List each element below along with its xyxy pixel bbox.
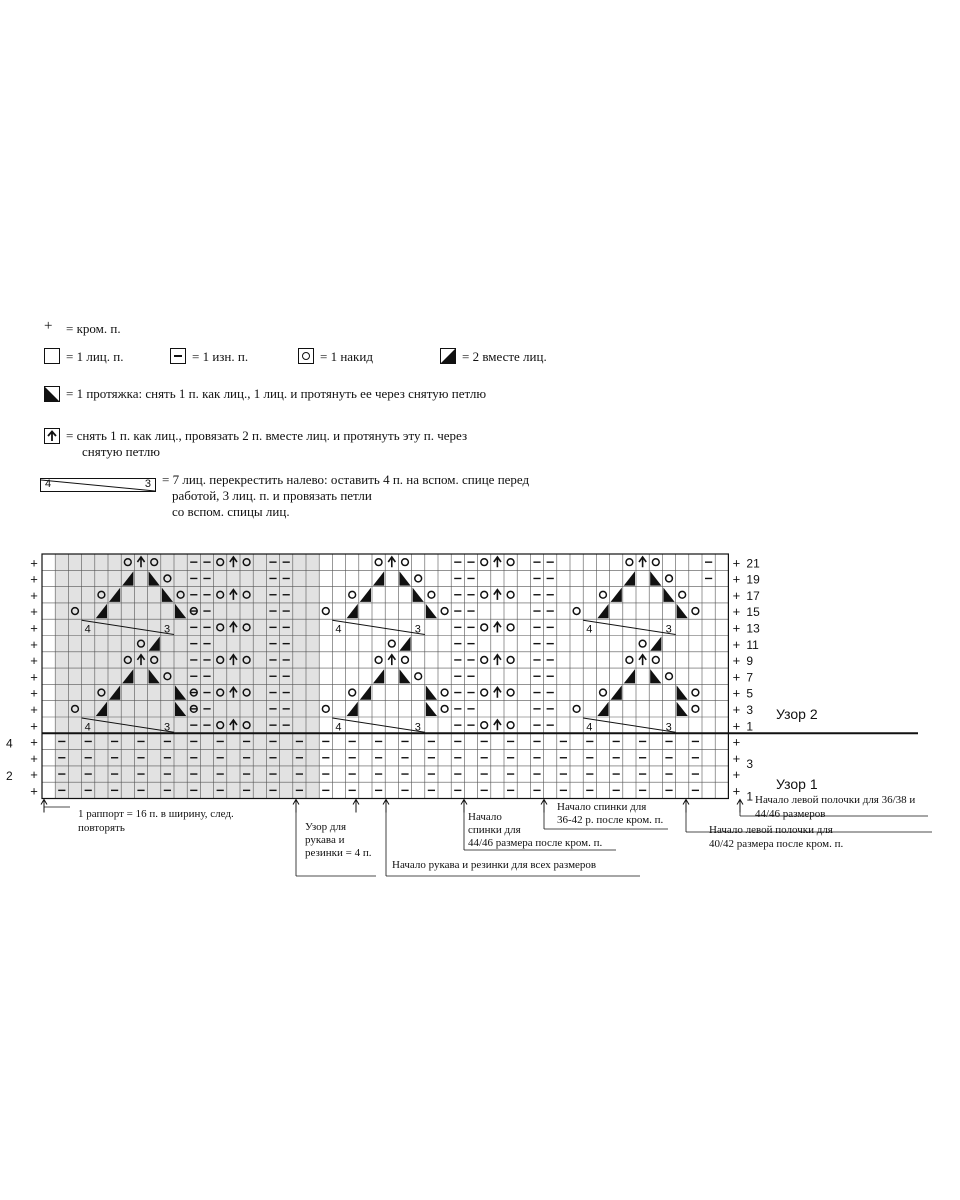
yarn-over-mark — [692, 689, 699, 696]
yarn-over-mark — [441, 705, 448, 712]
edge-stitch-left: + — [30, 702, 38, 717]
yarn-over-mark — [507, 657, 514, 664]
edge-stitch-right: + — [732, 669, 741, 685]
edge-stitch-right: + — [732, 685, 741, 701]
legend-k2tog-text: = 2 вместе лиц. — [462, 349, 547, 364]
cdd-mark — [494, 655, 501, 665]
row-number-bottom: 3 — [746, 756, 754, 771]
edge-stitch-left: + — [30, 653, 38, 669]
legend-ssk-text: = 1 протяжка: снять 1 п. как лиц., 1 лиц. и протянуть ее через снятую петлю — [66, 386, 487, 401]
edge-stitch-right: + — [732, 734, 741, 750]
pointer-arrow — [353, 800, 359, 813]
edge-stitch-left: + — [30, 555, 38, 571]
legend-yo-text: = 1 накид — [320, 349, 373, 364]
pattern-1-label: Узор 1 — [776, 776, 818, 792]
cable-mark-a: 4 — [84, 721, 91, 734]
k2tog-mark — [597, 702, 608, 716]
edge-stitch-left: + — [30, 587, 38, 603]
yarn-over-mark — [666, 575, 673, 582]
k2tog-mark — [347, 604, 358, 618]
k2tog-mark — [611, 588, 622, 602]
edge-stitch-left: + — [30, 620, 38, 636]
cable-mark-b: 3 — [414, 721, 421, 734]
ssk-mark — [399, 669, 410, 683]
ssk-mark — [399, 571, 410, 585]
edge-stitch-right: + — [732, 767, 741, 783]
row-number-right: 17 — [746, 588, 760, 603]
legend-edge-text: = кром. п. — [66, 321, 121, 336]
k2tog-mark — [650, 637, 661, 651]
cable-mark — [332, 718, 424, 732]
cable-mark-a: 4 — [84, 623, 91, 636]
legend-cable-line3: со вспом. спицы лиц. — [172, 504, 290, 519]
edge-stitch-left: + — [30, 750, 38, 766]
legend-cable-line1: = 7 лиц. перекрестить налево: оставить 4 п. на вспом. спице перед — [162, 472, 530, 487]
ssk-mark — [677, 702, 688, 716]
edge-stitch-left: + — [30, 718, 38, 734]
yarn-over-mark — [692, 705, 699, 712]
chart-card — [0, 302, 960, 898]
left-3638-line2: 44/46 размеров — [755, 808, 826, 820]
left-4042-line1: Начало левой полочки для — [709, 824, 833, 836]
yarn-over-mark — [481, 722, 488, 729]
yarn-over-mark — [375, 657, 382, 664]
yarn-over-mark — [626, 657, 633, 664]
k2tog-mark — [360, 588, 371, 602]
yarn-over-mark — [388, 640, 395, 647]
back-3642-line2: 36-42 р. после кром. п. — [557, 814, 664, 826]
row-number-right: 19 — [746, 572, 760, 587]
ssk-mark — [650, 571, 661, 585]
cable-symbol-b: 3 — [144, 478, 151, 490]
edge-stitch-right: + — [732, 750, 741, 766]
row-number-right: 1 — [746, 719, 754, 734]
edge-stitch-right: + — [732, 636, 741, 652]
legend-cdd-line1: = снять 1 п. как лиц., провязать 2 п. вместе лиц. и протянуть эту п. через — [66, 428, 468, 443]
yarn-over-mark — [322, 705, 329, 712]
row-number-right: 13 — [746, 621, 760, 636]
edge-stitch-left: + — [30, 783, 38, 799]
yarn-over-mark — [507, 559, 514, 566]
cdd-mark — [639, 655, 646, 665]
k2tog-mark — [624, 669, 635, 683]
row-number-right: 21 — [746, 556, 760, 571]
k2tog-mark — [347, 702, 358, 716]
edge-stitch-right: + — [732, 571, 741, 587]
edge-stitch-right: + — [732, 604, 741, 620]
cable-mark-b: 3 — [164, 623, 171, 636]
yarn-over-mark — [415, 673, 422, 680]
k2tog-mark — [360, 685, 371, 699]
ssk-mark — [677, 604, 688, 618]
yarn-over-mark — [573, 608, 580, 615]
yarn-over-mark — [600, 689, 607, 696]
cable-mark-b: 3 — [414, 623, 421, 636]
yarn-over-mark — [415, 575, 422, 582]
yarn-over-mark — [639, 640, 646, 647]
yarn-over-mark — [652, 559, 659, 566]
edge-stitch-right: + — [732, 587, 741, 603]
back-3642-line1: Начало спинки для — [557, 801, 647, 813]
edge-stitch-left: + — [30, 685, 38, 701]
yarn-over-mark — [481, 657, 488, 664]
edge-stitch-right: + — [732, 718, 741, 734]
legend-purl-text: = 1 изн. п. — [192, 349, 249, 364]
pattern-2-label: Узор 2 — [776, 706, 818, 722]
cable-symbol-a: 4 — [45, 478, 52, 490]
edge-stitch-left: + — [30, 571, 38, 587]
yarn-over-mark — [441, 689, 448, 696]
left-3638-line1: Начало левой полочки для 36/38 и — [755, 794, 916, 806]
yarn-over-mark — [402, 657, 409, 664]
k2tog-mark — [624, 571, 635, 585]
yarn-over-mark — [507, 591, 514, 598]
repeat-note-line2: повторять — [78, 822, 125, 834]
yarn-over-mark — [481, 624, 488, 631]
cdd-mark — [494, 720, 501, 730]
legend-knit-text: = 1 лиц. п. — [66, 349, 124, 364]
k2tog-mark — [399, 637, 410, 651]
edge-stitch-right: + — [732, 620, 741, 636]
back-4446-line1: Начало — [468, 811, 502, 823]
row-number-left: 4 — [6, 736, 13, 751]
row-number-left: 2 — [6, 769, 13, 784]
row-number-right: 11 — [746, 637, 759, 652]
cable-mark-a: 4 — [335, 721, 342, 734]
edge-stitch-symbol: + — [44, 318, 53, 334]
repeat-note-line1: 1 раппорт = 16 п. в ширину, след. — [78, 808, 234, 820]
sleeve-start-note: Начало рукава и резинки для всех размеров — [392, 859, 597, 871]
cdd-mark — [494, 590, 501, 600]
yarn-over-mark — [349, 689, 356, 696]
ssk-mark — [426, 702, 437, 716]
row-number-right: 3 — [746, 703, 754, 717]
k2tog-mark — [373, 571, 384, 585]
cdd-mark — [388, 557, 395, 567]
yarn-over-mark — [349, 591, 356, 598]
yarn-over-mark — [441, 608, 448, 615]
yarn-over-mark — [375, 559, 382, 566]
cable-mark-b: 3 — [164, 721, 171, 734]
left-4042-line2: 40/42 размера после кром. п. — [709, 838, 844, 850]
yarn-over-mark — [507, 624, 514, 631]
cable-mark — [583, 620, 675, 634]
ssk-mark — [650, 669, 661, 683]
k2tog-mark — [597, 604, 608, 618]
edge-stitch-right: + — [732, 783, 741, 799]
yarn-over-mark — [600, 591, 607, 598]
cdd-mark — [494, 622, 501, 632]
cable-mark-b: 3 — [665, 721, 672, 734]
back-4446-line3: 44/46 размера после кром. п. — [468, 837, 603, 849]
ssk-mark — [677, 685, 688, 699]
yarn-over-mark — [481, 591, 488, 598]
sleeve-note-line3: резинки = 4 п. — [305, 847, 372, 859]
edge-stitch-left: + — [30, 636, 38, 652]
cdd-mark — [494, 687, 501, 697]
cable-mark-a: 4 — [586, 623, 593, 636]
cdd-mark — [494, 557, 501, 567]
cdd-mark — [388, 655, 395, 665]
ssk-mark — [426, 685, 437, 699]
yarn-over-mark — [402, 559, 409, 566]
legend-cable-line2: работой, 3 лиц. п. и провязать петли — [172, 488, 372, 503]
cdd-mark — [639, 557, 646, 567]
yarn-over-mark — [692, 608, 699, 615]
k2tog-mark — [373, 669, 384, 683]
edge-stitch-left: + — [30, 669, 38, 685]
cable-mark-a: 4 — [335, 623, 342, 636]
yarn-over-mark — [573, 705, 580, 712]
row-number-right: 9 — [746, 654, 754, 669]
edge-stitch-right: + — [732, 702, 741, 717]
cable-mark — [583, 718, 675, 732]
yarn-over-mark — [322, 608, 329, 615]
row-number-bottom: 1 — [746, 789, 754, 804]
edge-stitch-right: + — [732, 555, 741, 571]
legend-cdd-line2: снятую петлю — [82, 444, 160, 459]
ssk-mark — [426, 604, 437, 618]
sleeve-note-line2: рукава и — [305, 834, 345, 846]
yarn-over-mark — [428, 591, 435, 598]
edge-stitch-left: + — [30, 767, 38, 783]
yarn-over-mark — [481, 559, 488, 566]
edge-stitch-left: + — [30, 734, 38, 750]
cable-mark — [332, 620, 424, 634]
yarn-over-mark — [481, 689, 488, 696]
yarn-over-mark — [626, 559, 633, 566]
row-number-right: 7 — [746, 670, 754, 685]
edge-stitch-left: + — [30, 604, 38, 620]
cable-mark-a: 4 — [586, 721, 593, 734]
back-4446-line2: спинки для — [468, 824, 521, 836]
k2tog-mark — [611, 685, 622, 699]
row-number-right: 15 — [746, 605, 760, 620]
ssk-mark — [413, 588, 424, 602]
yarn-over-mark — [679, 591, 686, 598]
yarn-over-mark — [507, 722, 514, 729]
sleeve-note-line1: Узор для — [305, 821, 346, 833]
cable-mark-b: 3 — [665, 623, 672, 636]
yarn-over-mark — [652, 657, 659, 664]
yarn-over-mark — [666, 673, 673, 680]
yarn-over-mark — [507, 689, 514, 696]
ssk-mark — [663, 588, 674, 602]
row-number-right: 5 — [746, 686, 754, 701]
pointer-arrow — [41, 800, 47, 813]
edge-stitch-right: + — [732, 653, 741, 669]
